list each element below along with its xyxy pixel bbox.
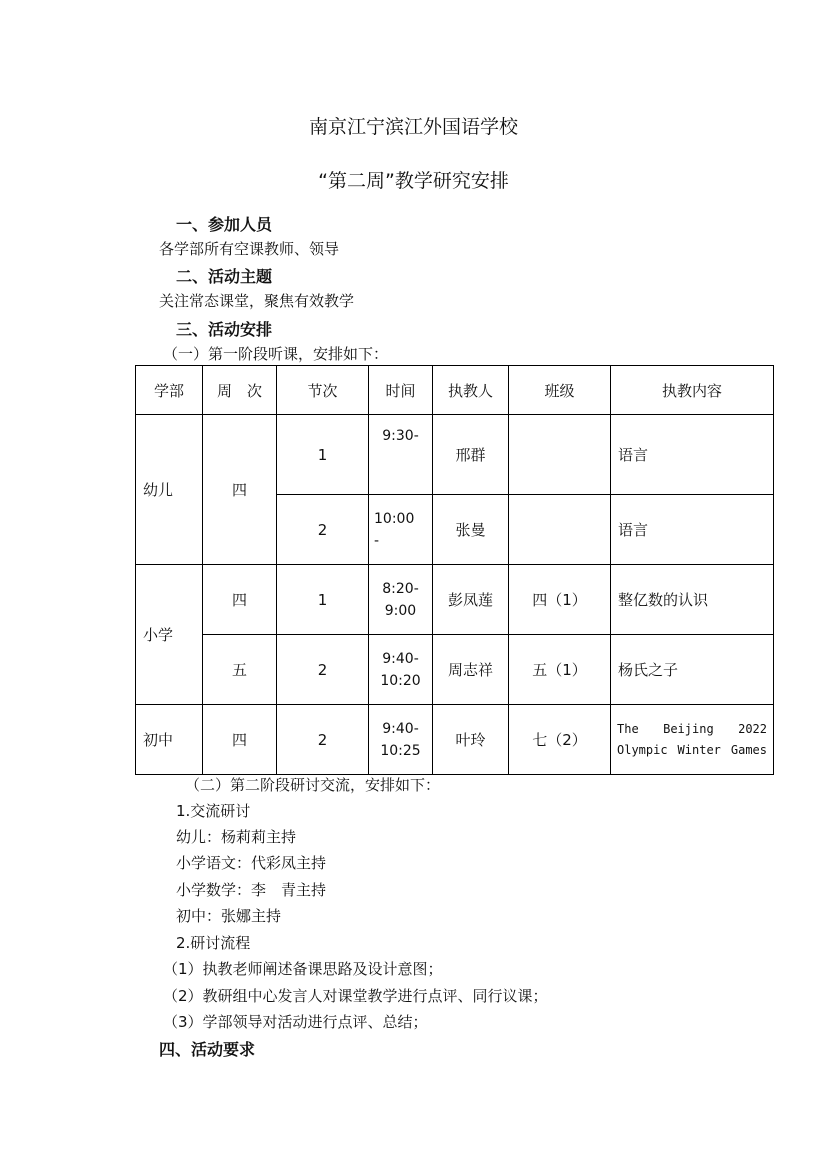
header-content: 执教内容 [611,366,774,415]
content-line: The Beijing 2022 [617,721,767,736]
cell-teacher: 张曼 [433,495,509,565]
header-class: 班级 [509,366,611,415]
cell-time [369,495,433,565]
cell-week: 四 [203,705,277,775]
cell-class: 五（1） [509,635,611,705]
cell-time [369,415,433,495]
cell-time [369,565,433,635]
time-line: 10:00 [374,510,415,527]
cell-week: 四 [203,565,277,635]
cell-content: 语言 [611,415,774,495]
cell-content: 语言 [611,495,774,565]
cell-time [369,635,433,705]
cell-period: 2 [277,495,369,565]
time-line: - [374,532,380,549]
table-row [136,635,774,705]
host-middle-school: 初中：张娜主持 [176,907,282,925]
section-theme-text: 关注常态课堂，聚焦有效教学 [159,292,355,310]
phase-one-intro: （一）第一阶段听课，安排如下： [163,345,389,363]
host-primary-math: 小学数学：李 青主持 [176,881,327,899]
cell-teacher: 叶玲 [433,705,509,775]
time-line: 10:25 [380,742,421,759]
table-row [136,705,774,775]
cell-class [509,415,611,495]
time-line: 9:00 [384,602,417,619]
header-week: 周 次 [203,366,277,415]
document-title: “第二周”教学研究安排 [318,170,509,192]
table-row [136,415,774,495]
header-dept: 学部 [136,366,203,415]
cell-class: 四（1） [509,565,611,635]
section-participants-heading: 一、参加人员 [176,215,273,234]
section-requirements-heading: 四、活动要求 [159,1040,256,1059]
cell-content: 整亿数的认识 [611,565,774,635]
cell-class [509,495,611,565]
time-line: 10:20 [380,672,421,689]
cell-week: 五 [203,635,277,705]
host-kindergarten: 幼儿：杨莉莉主持 [176,828,297,846]
time-line: 8:20- [382,580,419,597]
cell-class: 七（2） [509,705,611,775]
flow-step-1: （1）执教老师阐述备课思路及设计意图； [163,960,443,978]
table-row [136,565,774,635]
cell-teacher: 周志祥 [433,635,509,705]
cell-dept: 小学 [136,565,203,705]
cell-dept: 初中 [136,705,203,775]
schedule-table [135,365,774,775]
flow-step-3: （3）学部领导对活动进行点评、总结； [163,1013,428,1031]
cell-teacher: 邢群 [433,415,509,495]
section-arrangement-heading: 三、活动安排 [176,320,273,339]
flow-step-2: （2）教研组中心发言人对课堂教学进行点评、同行议课； [163,987,548,1005]
cell-dept: 幼儿 [136,415,203,565]
phase-two-intro: （二）第二阶段研讨交流，安排如下： [185,776,441,794]
cell-week: 四 [203,415,277,565]
time-line: 9:30- [382,428,419,444]
content-line: Olympic Winter Games [617,742,767,757]
header-period: 节次 [277,366,369,415]
time-line: 9:40- [382,650,419,667]
section-theme-heading: 二、活动主题 [176,267,273,286]
cell-time [369,705,433,775]
header-teacher: 执教人 [433,366,509,415]
header-time: 时间 [369,366,433,415]
cell-teacher: 彭凤莲 [433,565,509,635]
flow-item-heading: 2.研讨流程 [176,934,251,952]
table-header-row [136,366,774,415]
host-primary-chinese: 小学语文：代彩凤主持 [176,854,327,872]
cell-content: 杨氏之子 [611,635,774,705]
school-name: 南京江宁滨江外国语学校 [308,116,518,138]
cell-content [611,705,774,775]
cell-period: 1 [277,415,369,495]
discussion-item-heading: 1.交流研讨 [176,802,251,820]
cell-period: 2 [277,635,369,705]
section-participants-text: 各学部所有空课教师、领导 [159,240,340,258]
cell-period: 1 [277,565,369,635]
cell-period: 2 [277,705,369,775]
time-line: 9:40- [382,720,419,737]
